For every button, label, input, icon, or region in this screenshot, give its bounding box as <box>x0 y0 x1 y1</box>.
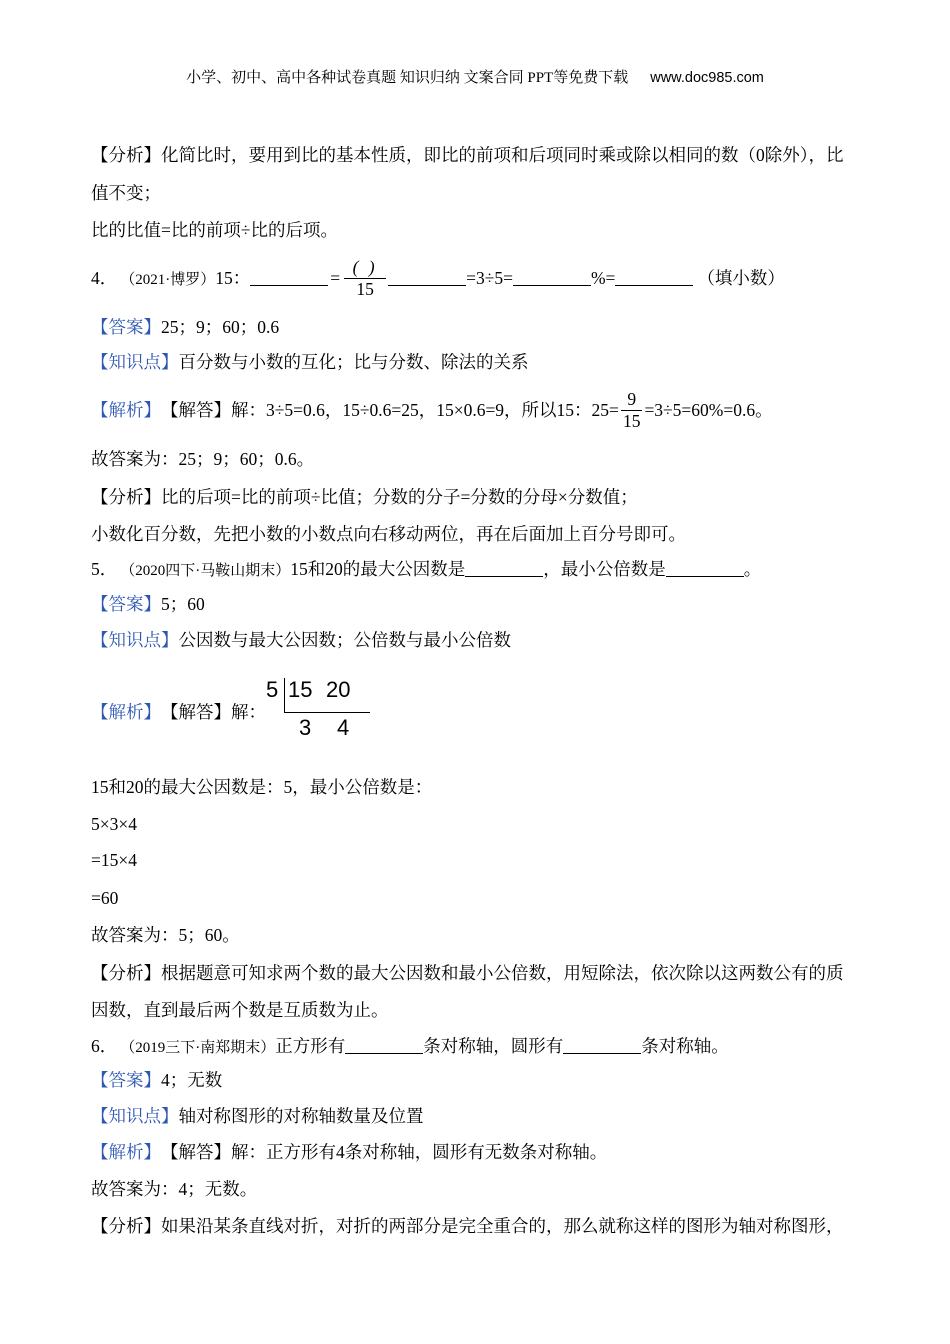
q6-solution <box>91 1140 607 1164</box>
answer-text: 5；60 <box>161 594 205 614</box>
divisor: 5 <box>266 677 279 702</box>
dividend: 15 <box>288 677 313 702</box>
quotient: 4 <box>337 715 350 740</box>
analysis-text: 比的后项=比的前项÷比值；分数的分子=分数的分母×分数值； <box>161 487 638 507</box>
analysis-text: 根据题意可知求两个数的最大公因数和最小公倍数，用短除法，依次除以这两数公有的质 <box>161 963 844 983</box>
q5-analysis-line-2 <box>91 998 389 1022</box>
analysis-label: 【分析】 <box>91 487 161 507</box>
fraction-denominator: 15 <box>622 410 641 431</box>
fraction-numerator: 9 <box>627 388 637 409</box>
answer-blank <box>388 269 466 286</box>
stem-hint: （填小数） <box>697 268 785 288</box>
q5-step <box>91 886 118 910</box>
knowledge-text: 轴对称图形的对称轴数量及位置 <box>178 1106 424 1126</box>
question-source: （2020四下·马鞍山期末） <box>120 563 291 579</box>
stem-text: 正方形有 <box>275 1036 346 1056</box>
q5-knowledge <box>91 628 511 652</box>
q4-analysis-line-1 <box>91 485 638 509</box>
dividend: 20 <box>326 677 351 702</box>
q6-conclusion <box>91 1177 257 1201</box>
equals-sign: = <box>330 268 341 288</box>
analysis-label: 【分析】 <box>91 1216 161 1236</box>
analysis-text: 值不变； <box>91 183 161 203</box>
analysis-text: 化简比时，要用到比的基本性质，即比的前项和后项同时乘或除以相同的数（0除外），比 <box>161 145 844 165</box>
q6-knowledge <box>91 1104 424 1128</box>
answer-label: 【答案】 <box>91 1070 161 1090</box>
solution-text: 解：3÷5=0.6，15÷0.6=25，15×0.6=9，所以15：25= <box>231 400 619 420</box>
step-text: =60 <box>91 888 119 908</box>
stem-text: =3÷5= <box>466 268 513 288</box>
q5-step <box>91 812 137 836</box>
q4-analysis-line-2 <box>91 522 686 546</box>
explanation-label: 【解析】 <box>91 702 161 722</box>
fraction <box>344 257 386 300</box>
explanation-label: 【解析】 <box>91 400 161 420</box>
analysis-label: 【分析】 <box>91 963 161 983</box>
q4-knowledge <box>91 350 529 374</box>
fraction-denominator: 15 <box>344 278 386 300</box>
q5-stem <box>91 557 761 581</box>
question-number: 4． <box>91 268 118 288</box>
step-text: 5×3×4 <box>91 814 137 834</box>
knowledge-label: 【知识点】 <box>91 352 179 372</box>
analysis-text: 比的比值=比的前项÷比的后项。 <box>91 220 338 240</box>
stem-text: ，最小公倍数是 <box>543 559 666 579</box>
q5-step <box>91 848 137 872</box>
q5-result <box>91 775 432 799</box>
conclusion-text: 故答案为：25；9；60；0.6。 <box>91 449 315 469</box>
answer-blank <box>666 560 744 577</box>
stem-text: %= <box>590 268 616 288</box>
stem-text: 条对称轴。 <box>641 1036 729 1056</box>
conclusion-text: 故答案为：4；无数。 <box>91 1179 258 1199</box>
q4-stem <box>91 256 785 299</box>
conclusion-text: 故答案为：5；60。 <box>91 925 240 945</box>
q3-analysis-line-3 <box>91 218 338 242</box>
explanation-label: 【解析】 <box>91 1142 161 1162</box>
solution-text: =3÷5=60%=0.6。 <box>644 400 773 420</box>
solution-label: 【解答】 <box>161 400 231 420</box>
solution-text: 解： <box>231 702 266 722</box>
question-source: （2019三下·南郑期末） <box>120 1040 276 1056</box>
fraction-numerator: ( ) <box>352 256 378 277</box>
q5-conclusion <box>91 923 240 947</box>
answer-blank <box>345 1037 423 1054</box>
q3-analysis-line-2 <box>91 181 161 205</box>
knowledge-text: 百分数与小数的互化；比与分数、除法的关系 <box>178 352 529 372</box>
analysis-label: 【分析】 <box>91 145 161 165</box>
q4-conclusion <box>91 447 314 471</box>
answer-blank <box>250 269 328 286</box>
answer-label: 【答案】 <box>91 317 161 337</box>
stem-text: 15： <box>215 268 251 288</box>
header-title: 小学、初中、高中各种试卷真题 知识归纳 文案合同 PPT等免费下载 <box>186 70 629 86</box>
q4-answer <box>91 315 279 339</box>
analysis-text: 如果沿某条直线对折，对折的两部分是完全重合的，那么就称这样的图形为轴对称图形， <box>161 1216 844 1236</box>
solution-text: 解：正方形有4条对称轴，圆形有无数条对称轴。 <box>231 1142 608 1162</box>
quotient: 3 <box>299 715 312 740</box>
page-header <box>0 66 950 90</box>
q6-answer <box>91 1068 222 1092</box>
q5-solution <box>91 700 266 724</box>
question-source: （2021·博罗） <box>120 272 216 288</box>
answer-text: 25；9；60；0.6 <box>161 317 280 337</box>
header-url: www.doc985.com <box>650 70 764 86</box>
solution-label: 【解答】 <box>161 702 231 722</box>
q6-stem <box>91 1034 729 1058</box>
q5-analysis-line-1 <box>91 961 844 985</box>
stem-text: 。 <box>743 559 762 579</box>
analysis-text: 小数化百分数，先把小数的小数点向右移动两位，再在后面加上百分号即可。 <box>91 524 686 544</box>
question-number: 6． <box>91 1036 118 1056</box>
answer-blank <box>465 560 543 577</box>
result-text: 15和20的最大公因数是：5，最小公倍数是： <box>91 777 433 797</box>
q3-analysis-line-1 <box>91 143 844 167</box>
question-number: 5． <box>91 559 118 579</box>
answer-label: 【答案】 <box>91 594 161 614</box>
analysis-text: 因数，直到最后两个数是互质数为止。 <box>91 1000 389 1020</box>
answer-blank <box>513 269 591 286</box>
division-horizontal-line <box>284 712 370 713</box>
q6-analysis-line-1 <box>91 1214 844 1238</box>
q4-solution <box>91 388 773 431</box>
answer-blank <box>563 1037 641 1054</box>
q5-answer <box>91 592 205 616</box>
stem-text: 15和20的最大公因数是 <box>290 559 466 579</box>
knowledge-label: 【知识点】 <box>91 630 179 650</box>
answer-blank <box>615 269 693 286</box>
stem-text: 条对称轴，圆形有 <box>423 1036 564 1056</box>
knowledge-label: 【知识点】 <box>91 1106 179 1126</box>
short-division-diagram <box>262 674 374 742</box>
solution-label: 【解答】 <box>161 1142 231 1162</box>
step-text: =15×4 <box>91 850 137 870</box>
knowledge-text: 公因数与最大公因数；公倍数与最小公倍数 <box>178 630 511 650</box>
answer-text: 4；无数 <box>161 1070 223 1090</box>
fraction <box>621 389 643 432</box>
division-vertical-line <box>284 678 285 712</box>
